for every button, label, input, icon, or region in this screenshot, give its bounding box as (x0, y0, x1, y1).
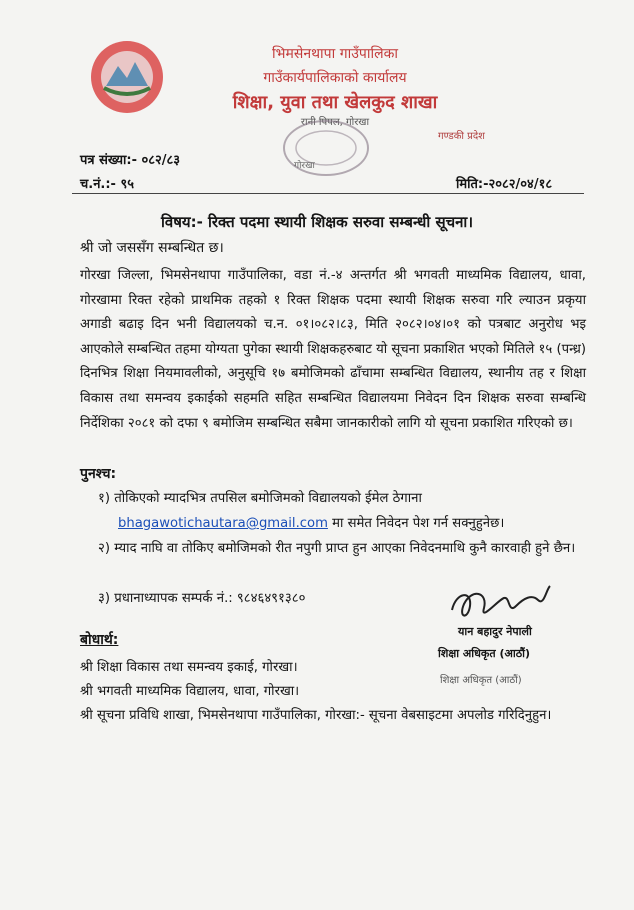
cc-item: श्री सूचना प्रविधि शाखा, भिमसेनथापा गाउँपालिका, गोरखा:- सूचना वेबसाइटमा अपलोड गरिदिनुहुन। (80, 708, 552, 723)
item-text-after: मा समेत निवेदन पेश गर्न सक्नुहुनेछ। (332, 516, 505, 531)
nepal-emblem-icon (88, 38, 166, 116)
item-number: ३) (98, 591, 111, 606)
item-text: तोकिएको म्यादभित्र तपसिल बमोजिमको विद्यालयको ईमेल ठेगाना (114, 491, 422, 506)
notice-subject: विषय:- रिक्त पदमा स्थायी शिक्षक सरुवा सम्बन्धी सूचना। (160, 213, 474, 231)
notice-body: गोरखा जिल्ला, भिमसेनथापा गाउँपालिका, वडा नं.-४ अन्तर्गत श्री भगवती माध्यमिक विद्यालय, धावा, गोरखामा रिक्त रहेको प्राथमिक तहको १ रिक्त शिक्षक पदमा स्थायी शिक्षक सरुवा गरि ल्याउन प्रकृया अगाडी बढाइ दिन भनी विद्यालयको च.न. ०१।०८२।८३, मिति २०८२।०४।०१ को पत्रबाट अनुरोध भइ आएकोले सम्बन्धित तहमा योग्यता पुगेका स्थायी शिक्षकहरुबाट यो सूचना प्रकाशित भएको मितिले १५ (पन्ध्र) दिनभित्र शिक्षा नियमावलीको, अनुसूचि १७ बमोजिमको ढाँचामा सम्बन्धित विद्यालय, स्थानीय तह र शिक्षा विकास तथा समन्वय इकाईको सहमति सहित सम्बन्धित विद्यालयमा निवेदन दिन शिक्षक सरुवा सम्बन्धि निर्देशिका २०८१ को दफा ९ बमोजिम सम्बन्धित सबैमा जानकारीको लागि यो सूचना प्रकाशित गरिएको छ। (80, 268, 586, 431)
item-text: प्रधानाध्यापक सम्पर्क नं.: ९८४६४९१३८० (114, 591, 306, 606)
municipality-name: भिमसेनथापा गाउँपालिका (272, 46, 398, 62)
header-divider (72, 193, 584, 194)
letter-date: मिति:-२०८२/०४/१८ (456, 177, 553, 192)
item-number: २) (98, 541, 111, 556)
province-name: गण्डकी प्रदेश (438, 131, 485, 142)
cc-item: श्री शिक्षा विकास तथा समन्वय इकाई, गोरखा। (80, 660, 298, 675)
postscript-heading: पुनश्च: (80, 466, 117, 482)
stamp-text: गोरखा (294, 161, 315, 171)
school-email-link[interactable]: bhagawotichautara@gmail.com (118, 516, 328, 531)
office-location: रानी पिपल, गोरखा (300, 117, 370, 128)
cc-heading: बोधार्थ: (80, 632, 119, 648)
signatory-stamp: शिक्षा अधिकृत (आठौं) (440, 675, 522, 686)
signatory-name: यान बहादुर नेपाली (458, 625, 532, 638)
cc-item: श्री भगवती माध्यमिक विद्यालय, धावा, गोरखा। (80, 684, 300, 699)
greeting: श्री जो जससँग सम्बन्धित छ। (80, 240, 224, 256)
postscript-item-2 (98, 536, 586, 561)
section-name: शिक्षा, युवा तथा खेलकुद शाखा (232, 92, 438, 113)
item-text: म्याद नाघि वा तोकिए बमोजिमको रीत नपुगी प्राप्त हुन आएका निवेदनमाथि कुनै कारवाही हुने छैन। (114, 541, 576, 556)
signatory-title: शिक्षा अधिकृत (आठौं) (438, 647, 530, 660)
postscript-item-1 (98, 486, 586, 536)
item-number: १) (98, 491, 111, 506)
dispatch-number: च.नं.:- ९५ (80, 177, 134, 192)
office-stamp-icon (278, 116, 374, 180)
signature-icon (446, 580, 554, 628)
office-name: गाउँकार्यपालिकाको कार्यालय (263, 70, 407, 86)
letter-number: पत्र संख्या:- ०८२/८३ (80, 153, 181, 168)
